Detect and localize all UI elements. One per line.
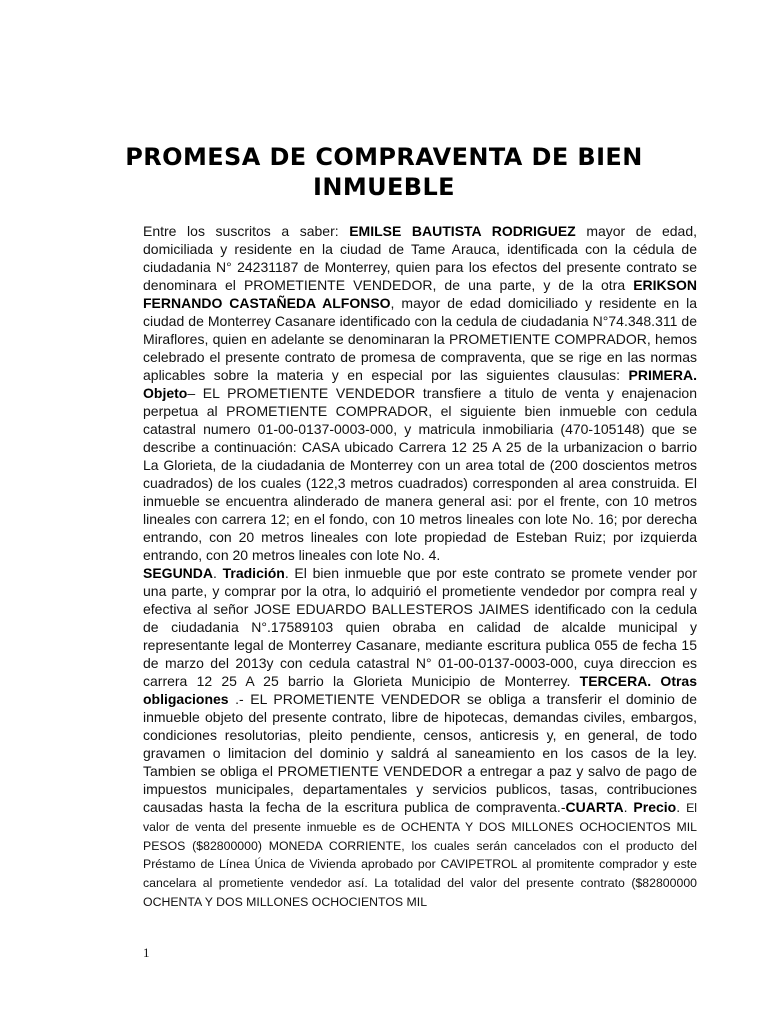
- paragraph-text: . El bien inmueble que por este contrato se promete vender por una parte, y comprar por la otra, lo adquirió el prometiente vendedor por compra real y efectiva al señor JOSE EDUARDO BALLESTEROS JAIMES identificado con la cedula de ciudadania N°.17589103 quien obraba en calidad de alcalde municipal y representante legal de Monterrey Casanare, mediante escritura publica 055 de fecha 15 de marzo del 2013y con cedula catastral N° 01-00-0137-0003-000, cuya direccion es carrera 12 25 A 25 barrio la Glorieta Municipio de Monterrey.: [143, 565, 697, 689]
- paragraph-text: – EL PROMETIENTE VENDEDOR transfiere a titulo de venta y enajenacion perpetua al PROMETIENTE COMPRADOR, el siguiente bien inmueble con cedula catastral numero 01-00-0137-0003-000, y matricula inmobiliaria (470-105148) que se describe a continuación: CASA ubicado Carrera 12 25 A 25 de la urbanizacion o barrio La Glorieta, de la ciudadania de Monterrey con un area total de (200 doscientos metros cuadrados) de los cuales (122,3 metros cuadrados) corresponden al area construida. El inmueble se encuentra alinderado de manera general asi: por el frente, con 10 metros lineales con carrera 12; en el fondo, con 10 metros lineales con lote No. 16; por derecha entrando, con 20 metros lineales con lote propiedad de Esteban Ruiz; por izquierda entrando, con 20 metros lineales con lote No. 4.: [143, 385, 697, 563]
- seller-name: EMILSE BAUTISTA RODRIGUEZ: [349, 223, 576, 239]
- price-clause-text: El valor de venta del presente inmueble es de OCHENTA Y DOS MILLONES OCHOCIENTOS MIL PESOS ($82800000) MONEDA CORRIENTE, los cuales serán cancelados con el producto del Préstamo de Línea Única de Vivienda aprobado por CAVIPETROL al promitente comprador y este cancelara al prometiente vendedor así. La totalidad del valor del presente contrato ($82800000 OCHENTA Y DOS MILLONES OCHOCIENTOS MIL: [143, 801, 697, 909]
- paragraph-text: Entre los suscritos a saber:: [143, 223, 350, 239]
- paragraph-text: mayor de edad, domiciliada y residente en la ciudad de Tame Arauca, identificada con la cédula de ciudadania N° 24231187 de Monterrey, quien para los efectos del presente contrato se denominara el PROMETIENTE VENDEDOR, de una parte, y de la otra: [143, 223, 697, 293]
- clause-title-tradicion: Tradición: [222, 565, 285, 581]
- document-title: PROMESA DE COMPRAVENTA DE BIEN INMUEBLE: [125, 143, 643, 202]
- buyer-name: ERIKSON FERNANDO CASTAÑEDA ALFONSO: [143, 277, 697, 311]
- clause-heading-primera: PRIMERA. Objeto: [143, 367, 697, 401]
- paragraph-text: .: [623, 799, 634, 815]
- paragraph-text: .: [213, 565, 223, 581]
- paragraph-text: .: [676, 799, 687, 815]
- paragraph-second-third-fourth-clauses: [143, 564, 697, 911]
- paragraph-text: , mayor de edad domiciliado y residente en la ciudad de Monterrey Casanare identificado con la cedula de ciudadania N°74.348.311 de Miraflores, quien en adelante se denominaran la PROMETIENTE COMPRADOR, hemos celebrado el presente contrato de promesa de compraventa, que se rige en las normas aplicables sobre la materia y en especial por las siguientes clausulas:: [143, 295, 697, 383]
- clause-heading-tercera: TERCERA. Otras obligaciones: [143, 673, 697, 707]
- clause-heading-segunda: SEGUNDA: [143, 565, 214, 581]
- paragraph-parties-and-first-clause: [143, 222, 697, 564]
- clause-heading-cuarta: CUARTA: [565, 799, 624, 815]
- clause-title-precio: Precio: [633, 799, 677, 815]
- page-number: 1: [143, 945, 150, 960]
- document-body: [143, 222, 697, 911]
- paragraph-text: .- EL PROMETIENTE VENDEDOR se obliga a transferir el dominio de inmueble objeto del presente contrato, libre de hipotecas, demandas civiles, embargos, condiciones resolutorias, pleito pendiente, censos, anticresis y, en general, de todo gravamen o limitacion del dominio y saldrá al saneamiento en los casos de la ley. Tambien se obliga el PROMETIENTE VENDEDOR a entregar a paz y salvo de pago de impuestos municipales, departamentales y servicios publicos, tasas, contribuciones causadas hasta la fecha de la escritura publica de compraventa.-: [143, 691, 697, 815]
